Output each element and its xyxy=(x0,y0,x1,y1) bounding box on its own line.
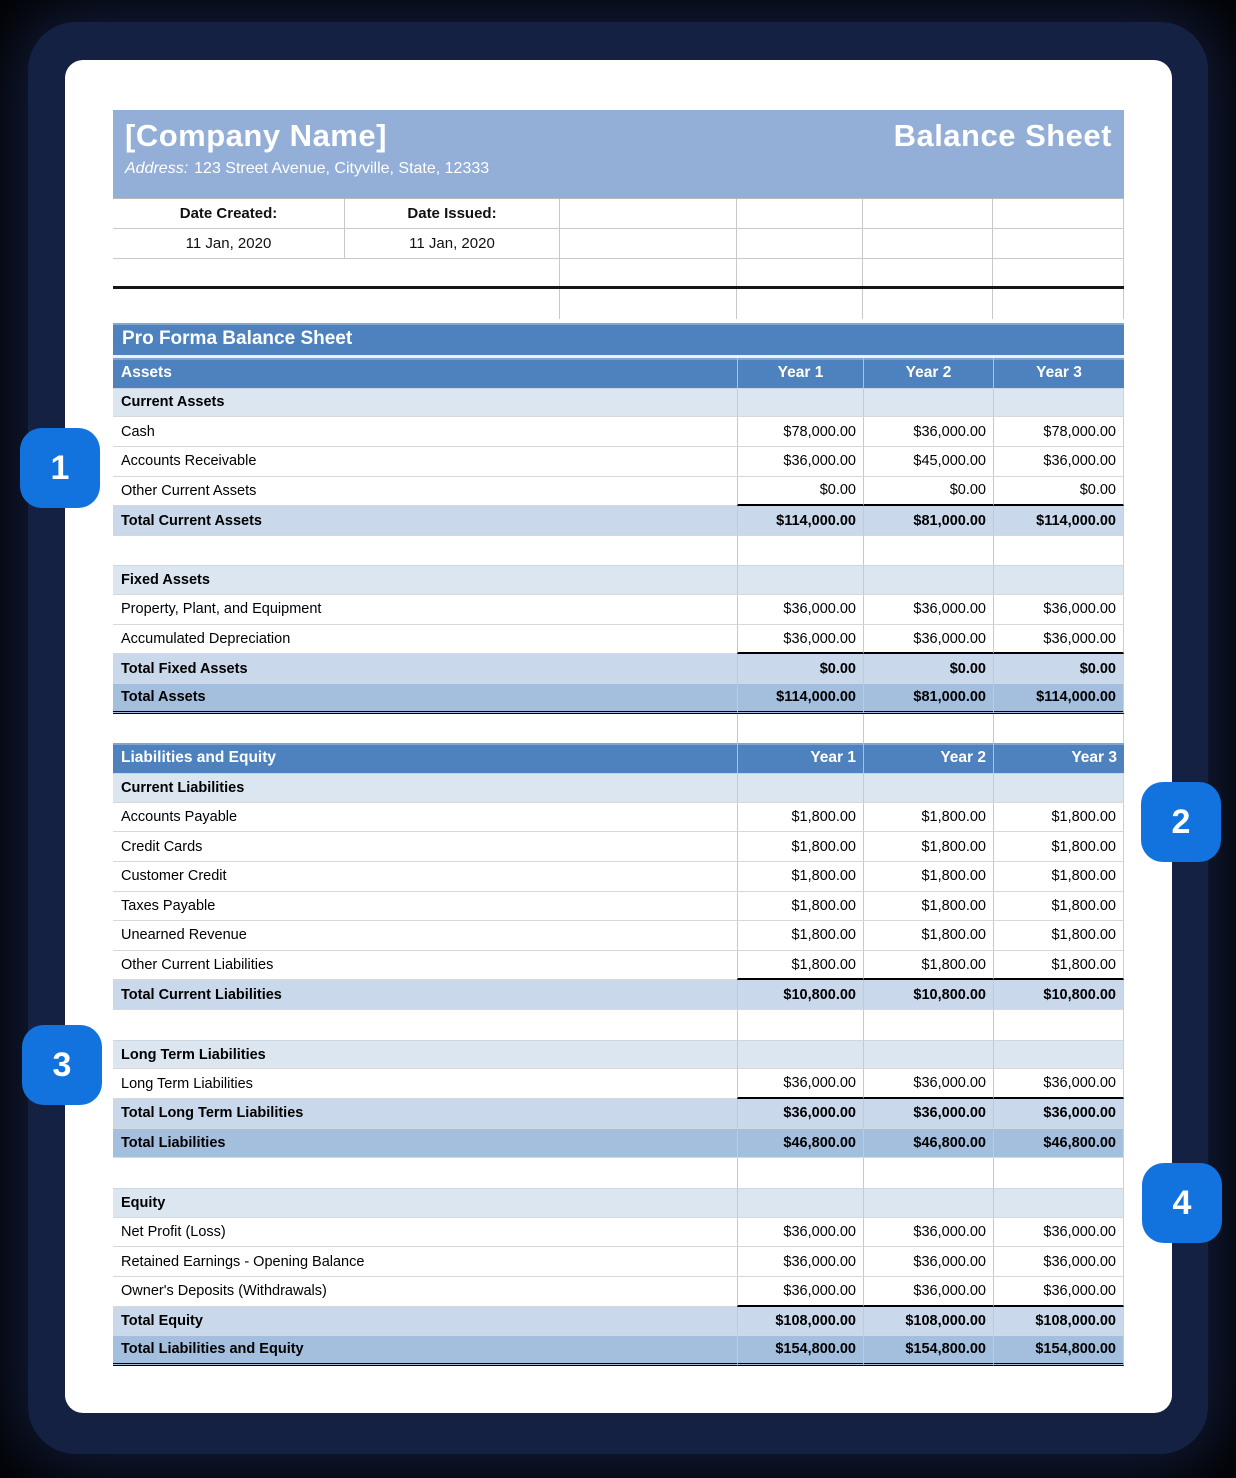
empty-cell xyxy=(863,1158,993,1188)
empty-cell xyxy=(863,388,993,418)
row-long-term-liabilities-header xyxy=(113,1040,1124,1070)
cell-year2: $36,000.00 xyxy=(863,1099,993,1129)
cell-year1: $1,800.00 xyxy=(737,803,863,833)
row-label: Equity xyxy=(113,1188,737,1218)
assets-header-row xyxy=(113,358,1124,388)
empty-cell xyxy=(560,259,737,286)
cell-year3: $10,800.00 xyxy=(993,980,1124,1010)
cell-year2: $1,800.00 xyxy=(863,951,993,981)
cell-year2: $1,800.00 xyxy=(863,862,993,892)
sheet-content xyxy=(113,110,1124,1366)
empty-cell xyxy=(863,1040,993,1070)
row-label: Unearned Revenue xyxy=(113,921,737,951)
cell-year1: $36,000.00 xyxy=(737,447,863,477)
row-customer-credit xyxy=(113,862,1124,892)
cell-year2: $36,000.00 xyxy=(863,1247,993,1277)
row-label: Current Liabilities xyxy=(113,773,737,803)
balance-sheet-page xyxy=(65,60,1172,1413)
empty-cell xyxy=(737,714,863,744)
date-created-value: 11 Jan, 2020 xyxy=(113,229,345,259)
empty-cell xyxy=(993,714,1124,744)
letterhead xyxy=(113,110,1124,198)
empty-cell xyxy=(737,229,863,259)
cell-year2: $81,000.00 xyxy=(863,684,993,714)
balance-sheet-table xyxy=(113,358,1124,1366)
cell-year1: $36,000.00 xyxy=(737,1069,863,1099)
cell-year2: $36,000.00 xyxy=(863,1277,993,1307)
dates-empty-row xyxy=(113,289,1124,319)
cell-year1: $78,000.00 xyxy=(737,417,863,447)
spacer-row xyxy=(113,536,1124,566)
cell-year1: $36,000.00 xyxy=(737,1277,863,1307)
empty-cell xyxy=(560,229,737,259)
empty-cell xyxy=(737,388,863,418)
empty-cell xyxy=(737,1158,863,1188)
row-cash xyxy=(113,417,1124,447)
empty-cell xyxy=(993,536,1124,566)
row-owners-deposits xyxy=(113,1277,1124,1307)
row-total-liabilities-and-equity xyxy=(113,1336,1124,1366)
cell-year1: $114,000.00 xyxy=(737,684,863,714)
spacer-row xyxy=(113,1010,1124,1040)
cell-year1: $1,800.00 xyxy=(737,921,863,951)
date-created-label: Date Created: xyxy=(113,199,345,229)
cell-year1: $154,800.00 xyxy=(737,1336,863,1366)
row-equity-header xyxy=(113,1188,1124,1218)
date-issued-label: Date Issued: xyxy=(345,199,560,229)
row-label: Total Current Assets xyxy=(113,506,737,536)
empty-cell xyxy=(113,1010,737,1040)
cell-year3: $36,000.00 xyxy=(993,595,1124,625)
cell-year1: $1,800.00 xyxy=(737,951,863,981)
empty-cell xyxy=(993,229,1124,259)
empty-cell xyxy=(863,229,993,259)
empty-cell xyxy=(993,1040,1124,1070)
row-other-current-liabilities xyxy=(113,951,1124,981)
row-label: Credit Cards xyxy=(113,832,737,862)
cell-year3: $36,000.00 xyxy=(993,1069,1124,1099)
empty-cell xyxy=(863,565,993,595)
badge-number: 3 xyxy=(52,1045,72,1084)
row-label: Total Equity xyxy=(113,1307,737,1337)
row-label: Total Long Term Liabilities xyxy=(113,1099,737,1129)
row-current-assets xyxy=(113,388,1124,418)
row-retained-earnings xyxy=(113,1247,1124,1277)
empty-cell xyxy=(993,1188,1124,1218)
column-header-year3: Year 3 xyxy=(993,358,1124,388)
row-label: Fixed Assets xyxy=(113,565,737,595)
row-label: Current Assets xyxy=(113,388,737,418)
empty-cell xyxy=(993,1010,1124,1040)
column-header-year3: Year 3 xyxy=(993,743,1124,773)
cell-year3: $108,000.00 xyxy=(993,1307,1124,1337)
cell-year1: $46,800.00 xyxy=(737,1129,863,1159)
row-total-assets xyxy=(113,684,1124,714)
date-issued-value: 11 Jan, 2020 xyxy=(345,229,560,259)
empty-cell xyxy=(863,259,993,286)
row-label: Long Term Liabilities xyxy=(113,1069,737,1099)
empty-cell xyxy=(863,536,993,566)
column-header-year1: Year 1 xyxy=(737,743,863,773)
empty-cell xyxy=(737,289,863,319)
cell-year2: $1,800.00 xyxy=(863,803,993,833)
cell-year2: $36,000.00 xyxy=(863,1069,993,1099)
cell-year3: $0.00 xyxy=(993,477,1124,507)
spacer-row xyxy=(113,1158,1124,1188)
company-name: [Company Name] xyxy=(125,118,387,153)
dates-value-row xyxy=(113,229,1124,259)
empty-cell xyxy=(863,1188,993,1218)
column-header-assets: Assets xyxy=(113,358,737,388)
row-accounts-payable xyxy=(113,803,1124,833)
empty-cell xyxy=(737,259,863,286)
cell-year2: $1,800.00 xyxy=(863,832,993,862)
row-label: Accumulated Depreciation xyxy=(113,625,737,655)
empty-cell xyxy=(113,714,737,744)
row-label: Total Assets xyxy=(113,684,737,714)
row-label: Long Term Liabilities xyxy=(113,1040,737,1070)
row-taxes-payable xyxy=(113,892,1124,922)
cell-year1: $1,800.00 xyxy=(737,862,863,892)
empty-cell xyxy=(993,1158,1124,1188)
cell-year3: $36,000.00 xyxy=(993,1277,1124,1307)
row-label: Property, Plant, and Equipment xyxy=(113,595,737,625)
cell-year2: $10,800.00 xyxy=(863,980,993,1010)
empty-cell xyxy=(560,199,737,229)
badge-number: 1 xyxy=(50,448,70,487)
cell-year1: $1,800.00 xyxy=(737,892,863,922)
cell-year1: $10,800.00 xyxy=(737,980,863,1010)
empty-cell xyxy=(737,1010,863,1040)
row-label: Accounts Payable xyxy=(113,803,737,833)
address-value: 123 Street Avenue, Cityville, State, 12333 xyxy=(194,160,490,177)
row-total-equity xyxy=(113,1307,1124,1337)
cell-year2: $0.00 xyxy=(863,477,993,507)
cell-year3: $46,800.00 xyxy=(993,1129,1124,1159)
row-label: Customer Credit xyxy=(113,862,737,892)
row-label: Net Profit (Loss) xyxy=(113,1218,737,1248)
cell-year2: $46,800.00 xyxy=(863,1129,993,1159)
row-fixed-assets xyxy=(113,565,1124,595)
empty-cell xyxy=(737,536,863,566)
callout-badge-3[interactable] xyxy=(22,1025,102,1105)
address-line xyxy=(125,160,1112,178)
row-total-fixed-assets xyxy=(113,654,1124,684)
row-label: Taxes Payable xyxy=(113,892,737,922)
row-net-profit-loss xyxy=(113,1218,1124,1248)
empty-cell xyxy=(993,199,1124,229)
cell-year2: $36,000.00 xyxy=(863,1218,993,1248)
callout-badge-2[interactable] xyxy=(1141,782,1221,862)
cell-year3: $36,000.00 xyxy=(993,1218,1124,1248)
cell-year2: $108,000.00 xyxy=(863,1307,993,1337)
empty-cell xyxy=(863,199,993,229)
cell-year3: $36,000.00 xyxy=(993,1099,1124,1129)
cell-year1: $0.00 xyxy=(737,654,863,684)
empty-cell xyxy=(113,289,560,319)
cell-year3: $36,000.00 xyxy=(993,1247,1124,1277)
cell-year3: $1,800.00 xyxy=(993,951,1124,981)
empty-cell xyxy=(737,1040,863,1070)
cell-year3: $114,000.00 xyxy=(993,506,1124,536)
cell-year3: $78,000.00 xyxy=(993,417,1124,447)
row-total-long-term-liabilities xyxy=(113,1099,1124,1129)
row-label: Retained Earnings - Opening Balance xyxy=(113,1247,737,1277)
row-label: Owner's Deposits (Withdrawals) xyxy=(113,1277,737,1307)
empty-cell xyxy=(863,773,993,803)
empty-cell xyxy=(113,259,560,286)
empty-cell xyxy=(113,536,737,566)
empty-cell xyxy=(863,714,993,744)
row-label: Total Liabilities and Equity xyxy=(113,1336,737,1366)
callout-badge-4[interactable] xyxy=(1142,1163,1222,1243)
cell-year1: $1,800.00 xyxy=(737,832,863,862)
empty-cell xyxy=(560,289,737,319)
row-label: Total Current Liabilities xyxy=(113,980,737,1010)
cell-year3: $1,800.00 xyxy=(993,832,1124,862)
empty-cell xyxy=(863,289,993,319)
row-accounts-receivable xyxy=(113,447,1124,477)
row-total-current-liabilities xyxy=(113,980,1124,1010)
cell-year2: $81,000.00 xyxy=(863,506,993,536)
row-long-term-liabilities xyxy=(113,1069,1124,1099)
column-header-year1: Year 1 xyxy=(737,358,863,388)
cell-year2: $1,800.00 xyxy=(863,921,993,951)
cell-year3: $1,800.00 xyxy=(993,892,1124,922)
cell-year1: $36,000.00 xyxy=(737,595,863,625)
row-label: Total Fixed Assets xyxy=(113,654,737,684)
empty-cell xyxy=(993,289,1124,319)
column-header-year2: Year 2 xyxy=(863,743,993,773)
cell-year3: $114,000.00 xyxy=(993,684,1124,714)
cell-year3: $1,800.00 xyxy=(993,803,1124,833)
empty-cell xyxy=(993,259,1124,286)
cell-year1: $36,000.00 xyxy=(737,625,863,655)
empty-cell xyxy=(113,1158,737,1188)
cell-year1: $36,000.00 xyxy=(737,1099,863,1129)
row-total-current-assets xyxy=(113,506,1124,536)
cell-year3: $36,000.00 xyxy=(993,447,1124,477)
empty-cell xyxy=(863,1010,993,1040)
row-current-liabilities xyxy=(113,773,1124,803)
cell-year2: $36,000.00 xyxy=(863,595,993,625)
cell-year1: $36,000.00 xyxy=(737,1218,863,1248)
cell-year2: $154,800.00 xyxy=(863,1336,993,1366)
row-unearned-revenue xyxy=(113,921,1124,951)
cell-year1: $114,000.00 xyxy=(737,506,863,536)
row-credit-cards xyxy=(113,832,1124,862)
cell-year3: $0.00 xyxy=(993,654,1124,684)
column-header-year2: Year 2 xyxy=(863,358,993,388)
row-label: Accounts Receivable xyxy=(113,447,737,477)
cell-year2: $36,000.00 xyxy=(863,625,993,655)
cell-year1: $36,000.00 xyxy=(737,1247,863,1277)
empty-cell xyxy=(737,773,863,803)
dates-empty-row xyxy=(113,259,1124,289)
spacer-row xyxy=(113,714,1124,744)
callout-badge-1[interactable] xyxy=(20,428,100,508)
badge-number: 2 xyxy=(1171,802,1191,841)
cell-year3: $1,800.00 xyxy=(993,921,1124,951)
section-title: Pro Forma Balance Sheet xyxy=(113,323,1124,355)
empty-cell xyxy=(993,565,1124,595)
row-other-current-assets xyxy=(113,477,1124,507)
cell-year3: $154,800.00 xyxy=(993,1336,1124,1366)
cell-year3: $36,000.00 xyxy=(993,625,1124,655)
column-header-liabilities-equity: Liabilities and Equity xyxy=(113,743,737,773)
row-accumulated-depreciation xyxy=(113,625,1124,655)
document-title: Balance Sheet xyxy=(893,118,1112,153)
badge-number: 4 xyxy=(1172,1183,1192,1222)
cell-year2: $1,800.00 xyxy=(863,892,993,922)
empty-cell xyxy=(993,773,1124,803)
liabilities-header-row xyxy=(113,743,1124,773)
cell-year2: $36,000.00 xyxy=(863,417,993,447)
row-property-plant-equipment xyxy=(113,595,1124,625)
empty-cell xyxy=(737,565,863,595)
empty-cell xyxy=(737,1188,863,1218)
cell-year3: $1,800.00 xyxy=(993,862,1124,892)
dates-table xyxy=(113,198,1124,319)
row-label: Cash xyxy=(113,417,737,447)
cell-year2: $0.00 xyxy=(863,654,993,684)
dates-header-row xyxy=(113,199,1124,229)
cell-year1: $0.00 xyxy=(737,477,863,507)
address-label: Address: xyxy=(125,160,189,177)
empty-cell xyxy=(737,199,863,229)
cell-year2: $45,000.00 xyxy=(863,447,993,477)
row-label: Total Liabilities xyxy=(113,1129,737,1159)
row-label: Other Current Liabilities xyxy=(113,951,737,981)
empty-cell xyxy=(993,388,1124,418)
row-total-liabilities xyxy=(113,1129,1124,1159)
row-label: Other Current Assets xyxy=(113,477,737,507)
cell-year1: $108,000.00 xyxy=(737,1307,863,1337)
